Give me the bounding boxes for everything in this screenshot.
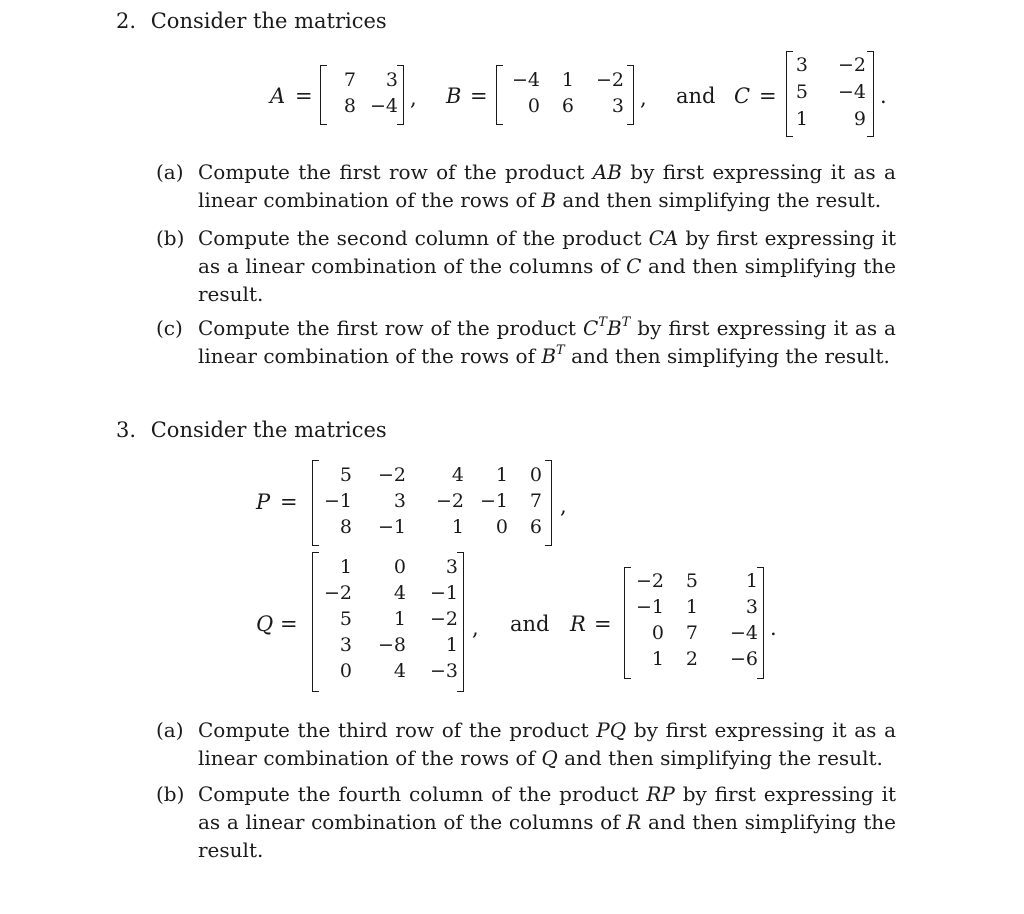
problem-2-part-c bbox=[156, 314, 896, 370]
matrix-entry: 5 bbox=[685, 570, 698, 592]
matrix-entry: 1 bbox=[685, 596, 698, 618]
matrix-entry: 6 bbox=[529, 516, 542, 538]
matrix-entry: 0 bbox=[651, 622, 664, 644]
matrix-entry: 0 bbox=[393, 556, 406, 578]
matrix-entry: −2 bbox=[323, 582, 352, 604]
left-bracket bbox=[786, 51, 793, 137]
matrix-entry: 3 bbox=[385, 69, 398, 91]
matrix-p-comma: , bbox=[560, 494, 567, 518]
matrix-entry: 8 bbox=[343, 95, 356, 117]
matrix-entry: −4 bbox=[837, 81, 866, 103]
matrix-entry: −2 bbox=[429, 608, 458, 630]
problem-3-part-a bbox=[156, 716, 896, 772]
matrix-entry: 0 bbox=[527, 95, 540, 117]
right-bracket bbox=[757, 567, 764, 679]
matrix-entry: 5 bbox=[339, 608, 352, 630]
problem-3-part-b bbox=[156, 780, 896, 864]
matrix-a bbox=[320, 65, 404, 125]
left-bracket bbox=[496, 65, 503, 125]
matrix-c bbox=[786, 51, 874, 137]
matrix-entry: −2 bbox=[837, 54, 866, 76]
left-bracket bbox=[320, 65, 327, 125]
part-label: (b) bbox=[156, 782, 185, 806]
matrix-b-equals: = bbox=[470, 84, 488, 108]
matrix-entry: −8 bbox=[377, 634, 406, 656]
left-bracket bbox=[624, 567, 631, 679]
matrix-p bbox=[312, 460, 552, 546]
matrix-entry: 5 bbox=[339, 464, 352, 486]
matrix-entry: 7 bbox=[529, 490, 542, 512]
left-bracket bbox=[312, 460, 319, 546]
matrix-b-comma: , bbox=[640, 86, 647, 110]
matrix-entry: 0 bbox=[495, 516, 508, 538]
matrix-q-comma: , bbox=[472, 616, 479, 640]
matrix-entry: −2 bbox=[377, 464, 406, 486]
left-bracket bbox=[312, 552, 319, 692]
matrix-entry: 4 bbox=[393, 660, 406, 682]
matrix-a-comma: , bbox=[410, 86, 417, 110]
part-label: (a) bbox=[156, 160, 184, 184]
matrix-entry: −4 bbox=[511, 69, 540, 91]
matrix-b bbox=[496, 65, 634, 125]
matrix-q-equals: = bbox=[280, 612, 298, 636]
matrix-c-period: . bbox=[880, 84, 887, 108]
matrix-r bbox=[624, 567, 764, 679]
matrix-entry: 2 bbox=[685, 648, 698, 670]
part-label: (b) bbox=[156, 226, 185, 250]
right-bracket bbox=[457, 552, 464, 692]
matrix-entry: 9 bbox=[853, 108, 866, 130]
matrix-entry: 0 bbox=[339, 660, 352, 682]
part-text: Compute the third row of the product PQ by first expressing it as a linear combination of the rows of Q and then simplifying the result. bbox=[198, 718, 896, 770]
problem-3-heading bbox=[116, 418, 387, 442]
matrix-a-name: A bbox=[270, 84, 286, 108]
part-text: Compute the fourth column of the product RP by first expressing it as a linear combination of the columns of R and then simplifying the result. bbox=[198, 782, 897, 862]
matrix-entry: 1 bbox=[561, 69, 574, 91]
matrix-entry: 7 bbox=[685, 622, 698, 644]
matrix-entry: 1 bbox=[451, 516, 464, 538]
matrix-entry: 6 bbox=[561, 95, 574, 117]
matrix-entry: −2 bbox=[595, 69, 624, 91]
matrix-entry: −1 bbox=[479, 490, 508, 512]
matrix-c-name: C bbox=[734, 84, 751, 108]
matrix-entry: −4 bbox=[729, 622, 758, 644]
problem-3-intro: Consider the matrices bbox=[150, 418, 387, 442]
matrix-entry: −2 bbox=[635, 570, 664, 592]
and-text-3: and bbox=[510, 612, 550, 636]
right-bracket bbox=[397, 65, 404, 125]
problem-2-heading bbox=[116, 9, 387, 33]
matrix-c-equals: = bbox=[759, 84, 777, 108]
matrix-entry: 3 bbox=[339, 634, 352, 656]
matrix-entry: 8 bbox=[339, 516, 352, 538]
matrix-entry: 3 bbox=[611, 95, 624, 117]
matrix-r-period: . bbox=[770, 616, 777, 640]
matrix-q bbox=[312, 552, 464, 692]
matrix-entry: 4 bbox=[393, 582, 406, 604]
matrix-entry: −6 bbox=[729, 648, 758, 670]
matrix-entry: 5 bbox=[795, 81, 808, 103]
matrix-a-equals: = bbox=[295, 84, 313, 108]
matrix-entry: 7 bbox=[343, 69, 356, 91]
part-text: Compute the first row of the product $C^TB^T$ by first expressing it as a linear combination of the rows of $B^T$ and then simplifying the result. bbox=[198, 315, 896, 368]
part-label: (c) bbox=[156, 316, 183, 340]
problem-3-number: 3. bbox=[116, 418, 137, 442]
part-label: (a) bbox=[156, 718, 184, 742]
matrix-entry: −1 bbox=[323, 490, 352, 512]
matrix-p-equals: = bbox=[280, 490, 298, 514]
matrix-entry: −1 bbox=[635, 596, 664, 618]
matrix-r-equals: = bbox=[594, 612, 612, 636]
right-bracket bbox=[545, 460, 552, 546]
part-text: Compute the first row of the product AB by first expressing it as a linear combination of the rows of B and then simplifying the result. bbox=[198, 160, 896, 212]
matrix-entry: 3 bbox=[795, 54, 808, 76]
matrix-entry: −3 bbox=[429, 660, 458, 682]
and-text-2: and bbox=[676, 84, 716, 108]
matrix-entry: 4 bbox=[451, 464, 464, 486]
matrix-entry: 1 bbox=[495, 464, 508, 486]
matrix-entry: 3 bbox=[745, 596, 758, 618]
matrix-p-name: P bbox=[256, 490, 271, 514]
matrix-entry: −1 bbox=[377, 516, 406, 538]
matrix-entry: −2 bbox=[435, 490, 464, 512]
matrix-entry: 1 bbox=[795, 108, 808, 130]
matrix-entry: −1 bbox=[429, 582, 458, 604]
matrix-entry: 0 bbox=[529, 464, 542, 486]
part-text: Compute the second column of the product CA by first expressing it as a linear combination of the columns of C and then simplifying the result. bbox=[198, 226, 896, 306]
matrix-entry: −4 bbox=[369, 95, 398, 117]
matrix-entry: 1 bbox=[393, 608, 406, 630]
problem-2-part-b bbox=[156, 224, 896, 308]
right-bracket bbox=[627, 65, 634, 125]
problem-2-part-a bbox=[156, 158, 896, 214]
matrix-r-name: R bbox=[570, 612, 586, 636]
matrix-b-name: B bbox=[446, 84, 462, 108]
matrix-entry: 1 bbox=[445, 634, 458, 656]
right-bracket bbox=[867, 51, 874, 137]
matrix-entry: 1 bbox=[651, 648, 664, 670]
matrix-entry: 1 bbox=[339, 556, 352, 578]
problem-2-number: 2. bbox=[116, 9, 137, 33]
matrix-entry: 3 bbox=[445, 556, 458, 578]
problem-2-intro: Consider the matrices bbox=[150, 9, 387, 33]
matrix-entry: 3 bbox=[393, 490, 406, 512]
matrix-q-name: Q bbox=[256, 612, 274, 636]
matrix-entry: 1 bbox=[745, 570, 758, 592]
